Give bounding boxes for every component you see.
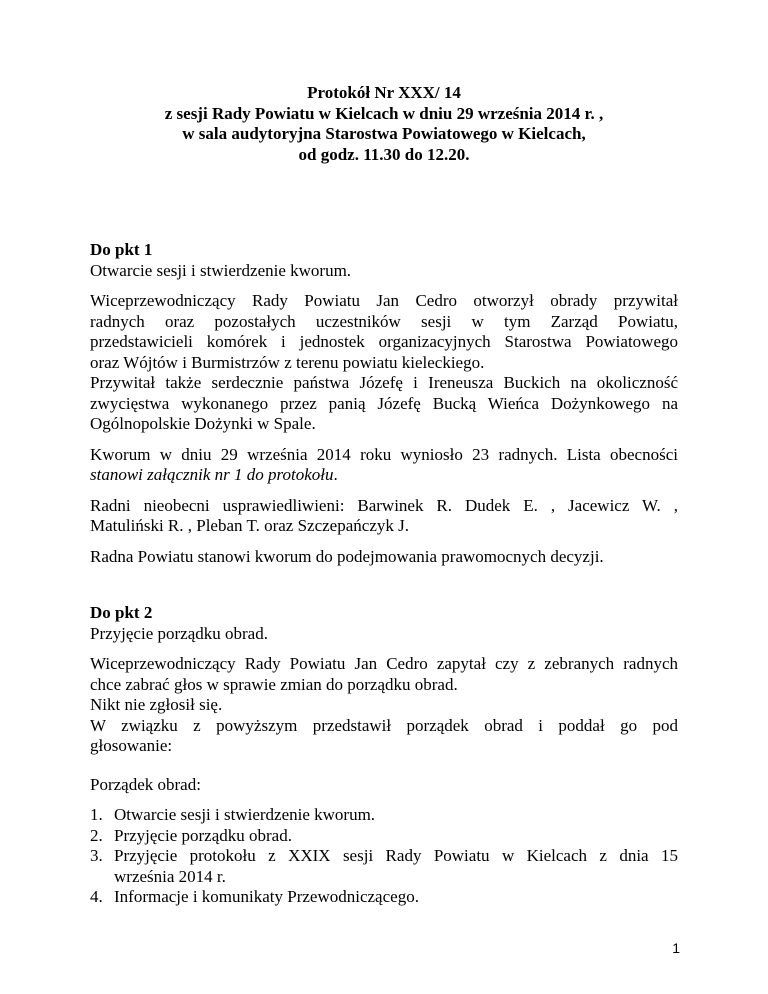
section-1-paragraph-opening — [90, 291, 678, 435]
agenda-item-text: września 2014 r. — [114, 866, 226, 886]
agenda-item — [90, 887, 678, 908]
section-2-paragraph-intro — [90, 654, 678, 757]
paragraph-line: głosowanie: — [90, 736, 173, 755]
paragraph-line: Przywitał także serdecznie państwa Józefę i Ireneusza Buckich na okoliczność — [90, 373, 678, 392]
paragraph-line: Matuliński R. , Pleban T. oraz Szczepańczyk J. — [90, 516, 409, 535]
agenda-item-text: Otwarcie sesji i stwierdzenie kworum. — [114, 805, 376, 824]
agenda-item — [90, 826, 678, 847]
paragraph-line: Wiceprzewodniczący Rady Powiatu Jan Cedro zapytał czy z zebranych radnych — [90, 654, 678, 673]
agenda-title: Porządek obrad: — [90, 774, 201, 794]
agenda-item-number: 4. — [90, 887, 103, 906]
section-2-subtitle: Przyjęcie porządku obrad. — [90, 623, 268, 643]
section-spacer — [90, 577, 678, 603]
agenda-item-number: 3. — [90, 846, 103, 865]
agenda-item-text: Przyjęcie porządku obrad. — [114, 825, 292, 845]
paragraph-line: Radna Powiatu stanowi kworum do podejmowania prawomocnych decyzji. — [90, 546, 604, 566]
agenda-item — [90, 805, 678, 826]
section-1-paragraph-quorum — [90, 445, 678, 486]
document-title — [90, 83, 678, 165]
agenda-item-text: Informacje i komunikaty Przewodniczącego. — [114, 887, 419, 906]
agenda-item-number: 2. — [90, 825, 103, 845]
section-1-subtitle: Otwarcie sesji i stwierdzenie kworum. — [90, 260, 352, 280]
paragraph-line: radnych oraz pozostałych uczestników sesji w tym Zarząd Powiatu, — [90, 311, 678, 331]
section-pkt-1 — [90, 240, 678, 567]
agenda-list — [90, 805, 678, 908]
paragraph-line: przedstawicieli komórek i jednostek organizacyjnych Starostwa Powiatowego — [90, 332, 678, 351]
section-1-paragraph-absent — [90, 496, 678, 537]
title-line-3: w sala audytoryjna Starostwa Powiatowego w Kielcach, — [182, 124, 586, 143]
title-line-2: z sesji Rady Powiatu w Kielcach w dniu 29 września 2014 r. , — [164, 103, 604, 123]
paragraph-line: Kworum w dniu 29 września 2014 roku wyniosło 23 radnych. Lista obecności — [90, 444, 678, 464]
section-1-paragraph-decision — [90, 547, 678, 568]
title-line-4: od godz. 11.30 do 12.20. — [298, 144, 470, 164]
title-line-1: Protokół Nr XXX/ 14 — [307, 83, 461, 102]
agenda-item-text: Przyjęcie protokołu z XXIX sesji Rady Powiatu w Kielcach z dnia 15 — [114, 846, 678, 865]
paragraph-line: W związku z powyższym przedstawił porządek obrad i poddał go pod — [90, 715, 678, 735]
section-pkt-2 — [90, 603, 678, 908]
paragraph-line: Nikt nie zgłosił się. — [90, 695, 223, 714]
page-number: 1 — [672, 940, 680, 956]
document-body — [90, 240, 678, 908]
agenda-item-number: 1. — [90, 805, 103, 824]
paragraph-line: Radni nieobecni usprawiedliwieni: Barwinek R. Dudek E. , Jacewicz W. , — [90, 495, 678, 515]
agenda-item — [90, 846, 678, 887]
section-2-heading: Do pkt 2 — [90, 603, 153, 622]
attachment-reference: stanowi załącznik nr 1 do protokołu — [90, 465, 334, 484]
paragraph-line: chce zabrać głos w sprawie zmian do porządku obrad. — [90, 674, 458, 694]
paragraph-line: Ogólnopolskie Dożynki w Spale. — [90, 414, 316, 433]
punctuation: . — [333, 465, 338, 484]
paragraph-line: oraz Wójtów i Burmistrzów z terenu powiatu kieleckiego. — [90, 352, 485, 372]
paragraph-line: Wiceprzewodniczący Rady Powiatu Jan Cedro otworzył obrady przywitał — [90, 291, 678, 310]
section-1-heading: Do pkt 1 — [90, 240, 153, 259]
paragraph-line — [90, 465, 678, 486]
paragraph-line: zwycięstwa wykonanego przez panią Józefę Bucką Wieńca Dożynkowego na — [90, 393, 678, 413]
